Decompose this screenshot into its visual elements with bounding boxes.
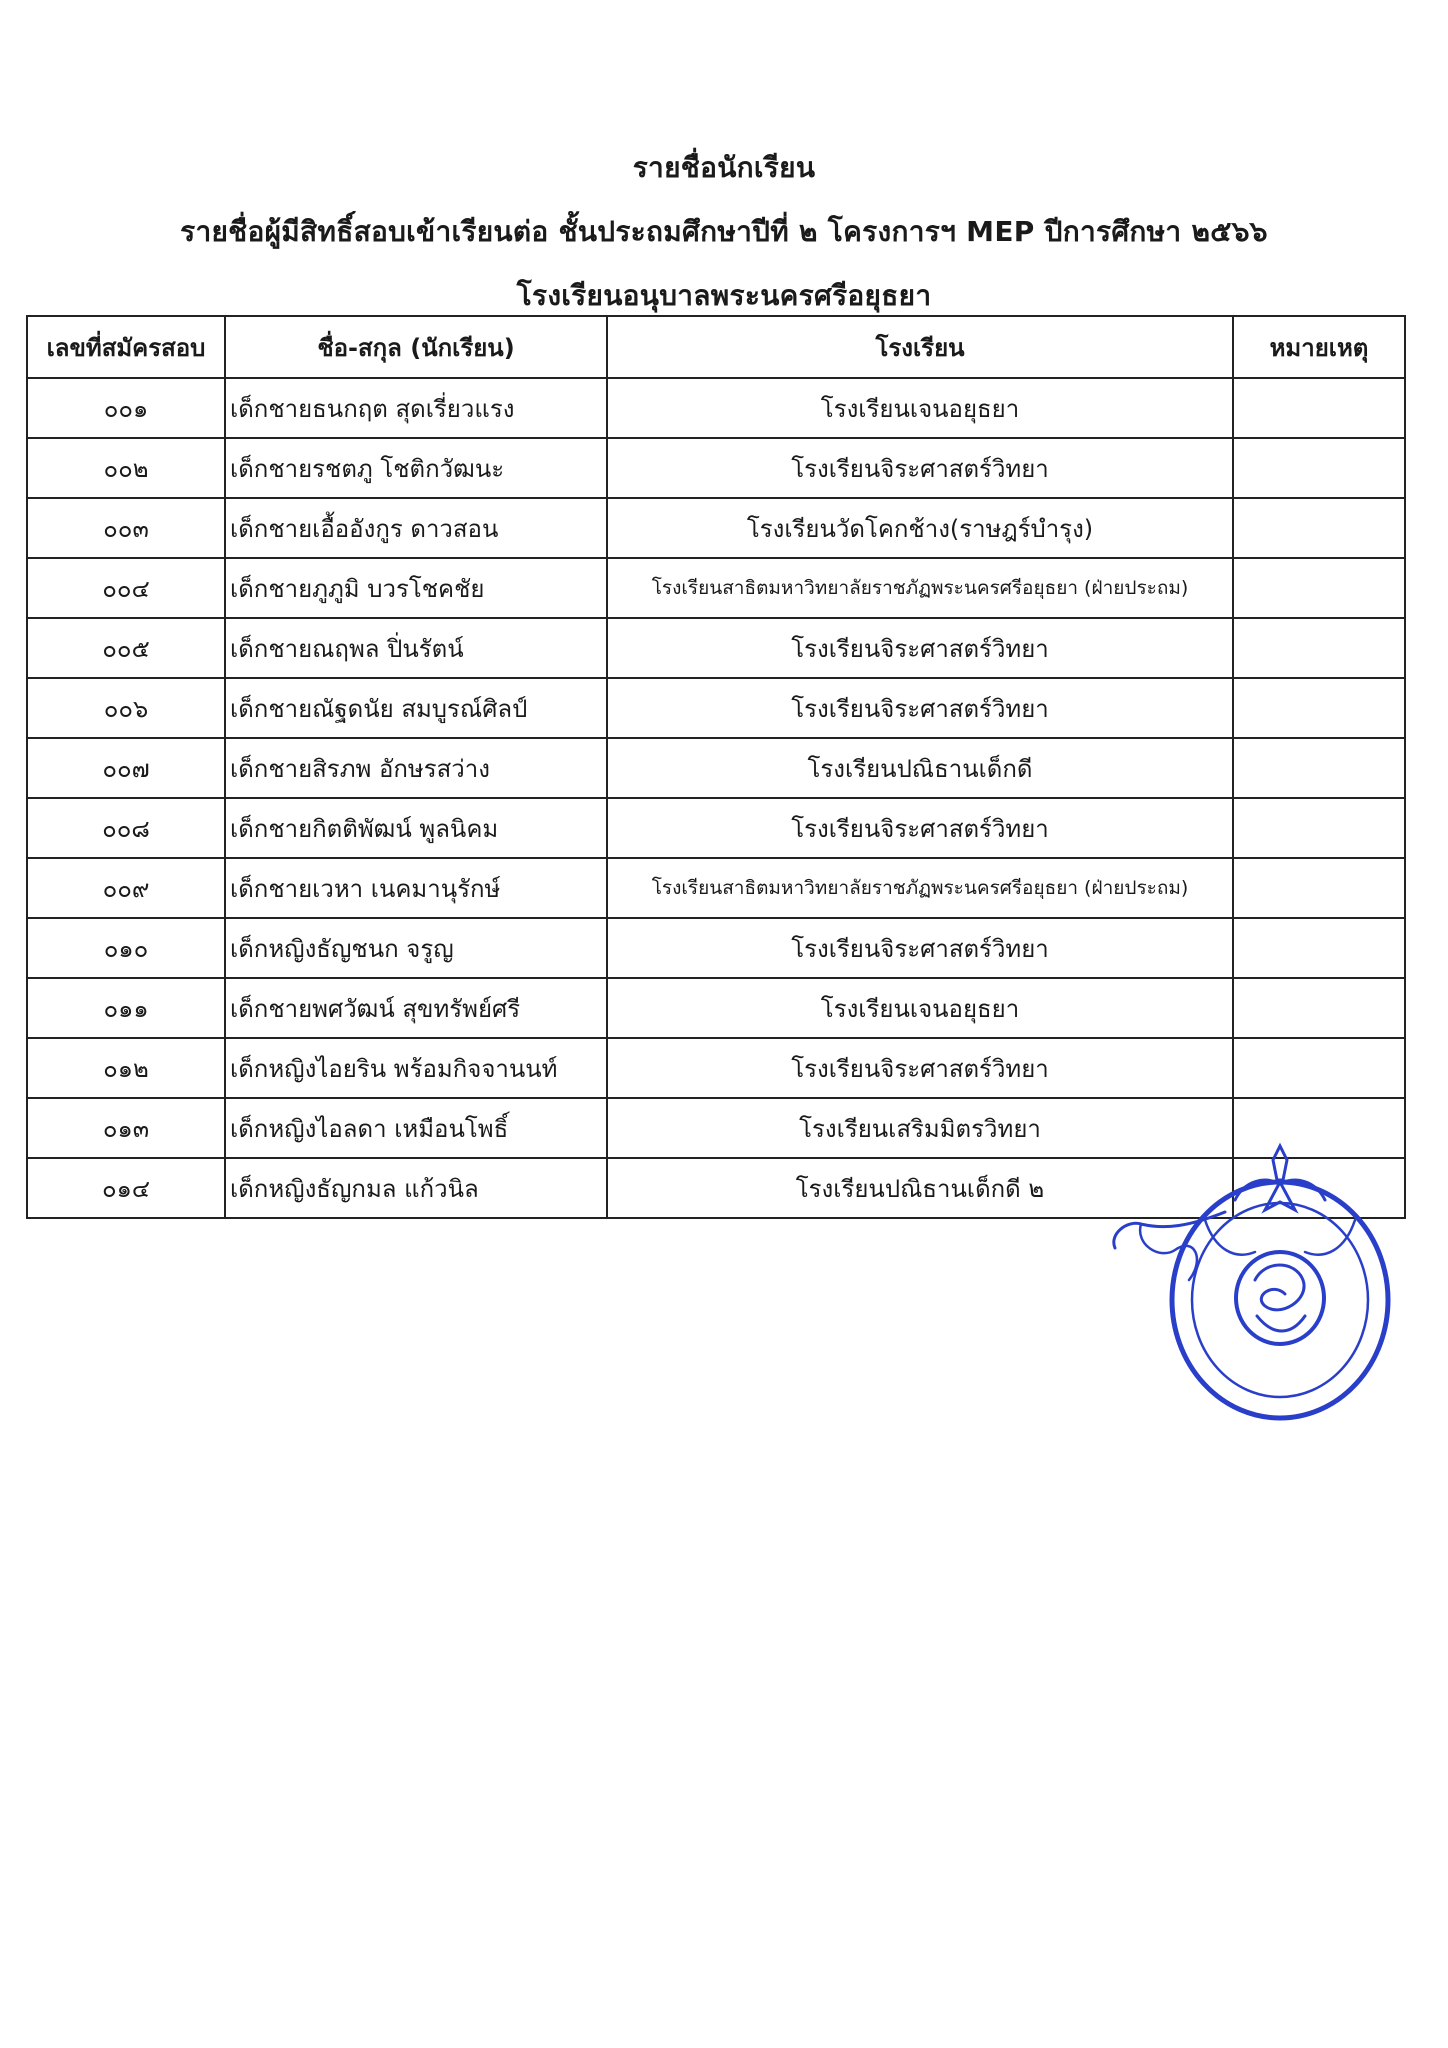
- table-body: [27, 378, 1405, 1218]
- remark-cell: [1233, 798, 1405, 858]
- student-name-cell: เด็กหญิงไอลดา เหมือนโพธิ์: [225, 1098, 607, 1158]
- school-name-cell: โรงเรียนวัดโคกช้าง(ราษฎร์บำรุง): [607, 498, 1233, 558]
- student-name-cell: เด็กหญิงไอยริน พร้อมกิจจานนท์: [225, 1038, 607, 1098]
- document-headings: [0, 148, 1448, 340]
- remark-cell: [1233, 1038, 1405, 1098]
- row-number-cell: ๐๐๔: [27, 558, 225, 618]
- school-name-cell: โรงเรียนจิระศาสตร์วิทยา: [607, 618, 1233, 678]
- row-number-cell: ๐๑๑: [27, 978, 225, 1038]
- row-number-cell: ๐๐๗: [27, 738, 225, 798]
- row-number-cell: ๐๐๕: [27, 618, 225, 678]
- table-row: [27, 798, 1405, 858]
- school-name-cell: โรงเรียนสาธิตมหาวิทยาลัยราชภัฏพระนครศรีอยุธยา (ฝ่ายประถม): [607, 558, 1233, 618]
- header-school: โรงเรียน: [607, 316, 1233, 378]
- student-name-cell: เด็กชายพศวัฒน์ สุขทรัพย์ศรี: [225, 978, 607, 1038]
- document-title: รายชื่อนักเรียน: [632, 151, 816, 184]
- document-subtitle: รายชื่อผู้มีสิทธิ์สอบเข้าเรียนต่อ ชั้นประถมศึกษาปีที่ ๒ โครงการฯ MEP ปีการศึกษา ๒๕๖๖: [180, 215, 1268, 248]
- school-name-cell: โรงเรียนจิระศาสตร์วิทยา: [607, 438, 1233, 498]
- school-seal-stamp-icon: [1105, 1140, 1430, 1440]
- school-name-cell: โรงเรียนสาธิตมหาวิทยาลัยราชภัฏพระนครศรีอยุธยา (ฝ่ายประถม): [607, 858, 1233, 918]
- row-number-cell: ๐๐๖: [27, 678, 225, 738]
- remark-cell: [1233, 498, 1405, 558]
- student-name-cell: เด็กชายณัฐดนัย สมบูรณ์ศิลป์: [225, 678, 607, 738]
- school-name-cell: โรงเรียนปณิธานเด็กดี ๒: [607, 1158, 1233, 1218]
- student-name-cell: เด็กชายสิรภพ อักษรสว่าง: [225, 738, 607, 798]
- table-row: [27, 498, 1405, 558]
- school-heading: โรงเรียนอนุบาลพระนครศรีอยุธยา: [516, 279, 932, 312]
- school-name-cell: โรงเรียนปณิธานเด็กดี: [607, 738, 1233, 798]
- remark-cell: [1233, 918, 1405, 978]
- remark-cell: [1233, 378, 1405, 438]
- student-name-cell: เด็กชายธนกฤต สุดเรี่ยวแรง: [225, 378, 607, 438]
- student-name-cell: เด็กชายเวหา เนคมานุรักษ์: [225, 858, 607, 918]
- student-name-cell: เด็กชายภูภูมิ บวรโชคชัย: [225, 558, 607, 618]
- row-number-cell: ๐๐๑: [27, 378, 225, 438]
- row-number-cell: ๐๐๙: [27, 858, 225, 918]
- remark-cell: [1233, 678, 1405, 738]
- remark-cell: [1233, 438, 1405, 498]
- header-remark: หมายเหตุ: [1233, 316, 1405, 378]
- school-name-cell: โรงเรียนจิระศาสตร์วิทยา: [607, 798, 1233, 858]
- remark-cell: [1233, 738, 1405, 798]
- table-header-row: [27, 316, 1405, 378]
- student-name-cell: เด็กชายกิตติพัฒน์ พูลนิคม: [225, 798, 607, 858]
- student-name-cell: เด็กหญิงธัญชนก จรูญ: [225, 918, 607, 978]
- student-name-cell: เด็กหญิงธัญกมล แก้วนิล: [225, 1158, 607, 1218]
- table-row: [27, 918, 1405, 978]
- table-row: [27, 858, 1405, 918]
- table-row: [27, 438, 1405, 498]
- school-name-cell: โรงเรียนเจนอยุธยา: [607, 978, 1233, 1038]
- student-name-cell: เด็กชายรชตภู โชติกวัฒนะ: [225, 438, 607, 498]
- table-row: [27, 978, 1405, 1038]
- school-name-cell: โรงเรียนจิระศาสตร์วิทยา: [607, 918, 1233, 978]
- row-number-cell: ๐๑๓: [27, 1098, 225, 1158]
- table-row: [27, 378, 1405, 438]
- school-name-cell: โรงเรียนจิระศาสตร์วิทยา: [607, 1038, 1233, 1098]
- school-name-cell: โรงเรียนจิระศาสตร์วิทยา: [607, 678, 1233, 738]
- student-name-cell: เด็กชายเอื้ออังกูร ดาวสอน: [225, 498, 607, 558]
- row-number-cell: ๐๐๒: [27, 438, 225, 498]
- school-name-cell: โรงเรียนเสริมมิตรวิทยา: [607, 1098, 1233, 1158]
- row-number-cell: ๐๑๔: [27, 1158, 225, 1218]
- row-number-cell: ๐๑๒: [27, 1038, 225, 1098]
- table-row: [27, 1038, 1405, 1098]
- row-number-cell: ๐๐๘: [27, 798, 225, 858]
- school-name-cell: โรงเรียนเจนอยุธยา: [607, 378, 1233, 438]
- row-number-cell: ๐๑๐: [27, 918, 225, 978]
- table-row: [27, 738, 1405, 798]
- row-number-cell: ๐๐๓: [27, 498, 225, 558]
- header-name: ชื่อ-สกุล (นักเรียน): [225, 316, 607, 378]
- remark-cell: [1233, 618, 1405, 678]
- table-row: [27, 618, 1405, 678]
- header-number: เลขที่สมัครสอบ: [27, 316, 225, 378]
- student-roster-table: [26, 315, 1406, 1219]
- table-row: [27, 678, 1405, 738]
- student-name-cell: เด็กชายณฤพล ปิ่นรัตน์: [225, 618, 607, 678]
- remark-cell: [1233, 978, 1405, 1038]
- remark-cell: [1233, 858, 1405, 918]
- remark-cell: [1233, 558, 1405, 618]
- table-row: [27, 558, 1405, 618]
